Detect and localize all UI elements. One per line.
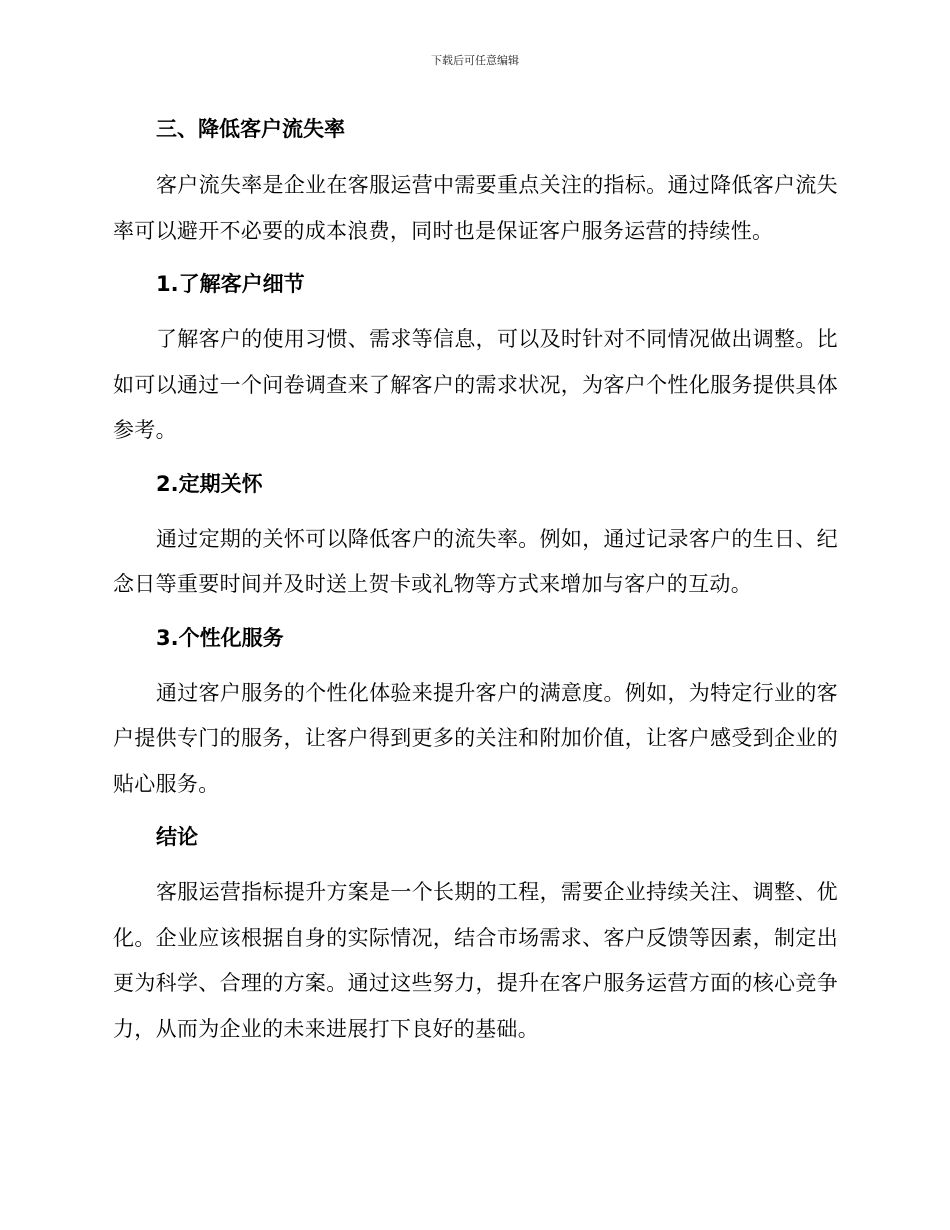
subheading-personalized-service: 3.个性化服务 [156,625,284,650]
paragraph-personalized-service: 通过客户服务的个性化体验来提升客户的满意度。例如，为特定行业的客户提供专门的服务，让客户得到更多的关注和附加价值，让客户感受到企业的贴心服务。 [113,680,838,796]
document-body [113,112,838,1052]
section-title: 三、降低客户流失率 [156,117,345,141]
subheading-regular-care: 2.定期关怀 [156,471,263,496]
paragraph-conclusion: 客服运营指标提升方案是一个长期的工程，需要企业持续关注、调整、优化。企业应该根据自身的实际情况，结合市场需求、客户反馈等因素，制定出更为科学、合理的方案。通过这些努力，提升在客户服务运营方面的核心竞争力，从而为企业的未来进展打下良好的基础。 [113,880,838,1041]
subheading-customer-details: 1.了解客户细节 [156,272,305,296]
intro-paragraph: 客户流失率是企业在客服运营中需要重点关注的指标。通过降低客户流失率可以避开不必要的成本浪费，同时也是保证客户服务运营的持续性。 [113,173,838,243]
page-header-note: 下载后可任意编辑 [431,54,519,67]
paragraph-customer-details: 了解客户的使用习惯、需求等信息，可以及时针对不同情况做出调整。比如可以通过一个问卷调查来了解客户的需求状况，为客户个性化服务提供具体参考。 [113,327,838,442]
subheading-conclusion: 结论 [156,825,198,849]
paragraph-regular-care: 通过定期的关怀可以降低客户的流失率。例如，通过记录客户的生日、纪念日等重要时间并及时送上贺卡或礼物等方式来增加与客户的互动。 [113,526,838,596]
